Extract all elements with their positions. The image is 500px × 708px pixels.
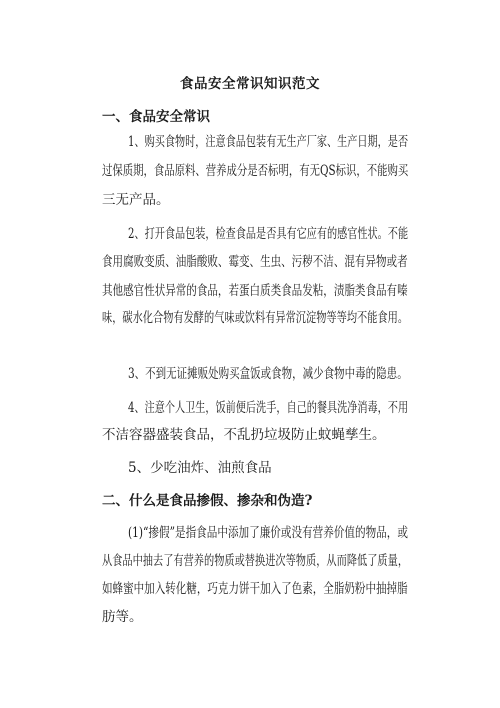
document-title: 食品安全常识知识范文 xyxy=(180,76,320,92)
paragraph-line: 1、购买食物时，注意食品包装有无生产厂家、生产日期，是否 xyxy=(128,134,409,150)
paragraph-line: 其他感官性状异常的食品，若蛋白质类食品发粘，渍脂类食品有嗪 xyxy=(102,283,408,299)
paragraph-line: 5、少吃油炸、油煎食品 xyxy=(128,460,272,476)
paragraph-line: 如蜂蜜中加入转化糖，巧克力饼干加入了色素，全脂奶粉中抽掉脂 xyxy=(102,581,408,597)
paragraph-line: 过保质期，食品原料、营养成分是否标明，有无QS标识，不能购买 xyxy=(102,163,409,179)
paragraph-line: 2、打开食品包装，检查食品是否具有它应有的感官性状。不能 xyxy=(128,226,409,242)
paragraph-line: 从食品中抽去了有营养的物质或替换进次等物质，从而降低了质量， xyxy=(102,553,409,569)
paragraph-line: 4、注意个人卫生，饭前便后洗手，自己的餐具洗净消毒，不用 xyxy=(128,400,409,416)
paragraph-line: 3、不到无证摊贩处购买盒饭或食物，减少食物中毒的隐患。 xyxy=(128,366,408,382)
paragraph-line: 三无产品。 xyxy=(102,192,170,208)
section-heading-1: 一、食品安全常识 xyxy=(102,109,210,125)
paragraph-line: 味，碳水化合物有发酵的气味或饮料有异常沉淀物等等均不能食用。 xyxy=(102,310,409,326)
paragraph-line: (1)“掺假”是指食品中添加了廉价或没有营养价值的物品，或 xyxy=(128,525,408,541)
paragraph-line: 食用腐败变质、油脂酸败、霉变、生虫、污秽不洁、混有异物或者 xyxy=(102,254,408,270)
section-heading-2: 二、什么是食品掺假、掺杂和伪造? xyxy=(102,493,313,509)
paragraph-line: 肪等。 xyxy=(102,609,143,625)
paragraph-line: 不洁容器盛装食品，不乱扔垃圾防止蚊蝇孳生。 xyxy=(102,427,386,443)
